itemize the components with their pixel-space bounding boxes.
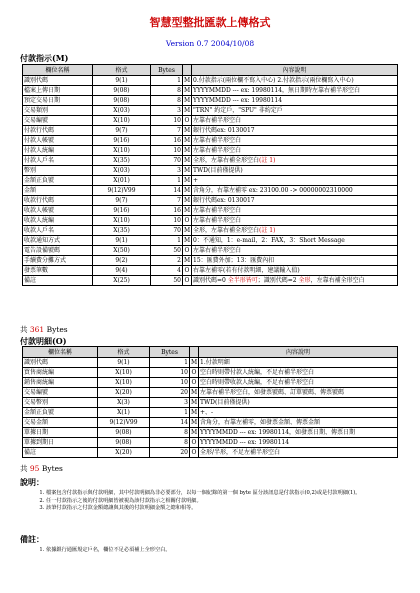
field-name-cell: 金額 xyxy=(23,186,93,196)
description-part: 全形 xyxy=(298,277,311,284)
field-name-cell: 收款通知方式 xyxy=(23,236,93,246)
remarks-item: 1. 依據銀行通匯規定戶名，欄位不足必須補上全形空白。 xyxy=(46,547,411,555)
table-row xyxy=(23,196,398,206)
format-cell: X(03) xyxy=(93,106,151,116)
description-text: 空白時則帶付款人統編，不足右補半形空白 xyxy=(200,369,315,376)
format-cell: X(20) xyxy=(98,448,150,458)
table-row xyxy=(23,378,398,388)
description-cell xyxy=(199,368,398,378)
field-name-cell: 幣別 xyxy=(23,166,93,176)
description-cell xyxy=(192,76,398,86)
flag-cell: M xyxy=(184,157,191,164)
description-text: "TRN" 約定戶，"SPU" 非約定戶 xyxy=(193,107,283,114)
format-cell: 9(12)V99 xyxy=(93,186,151,196)
description-cell xyxy=(199,418,398,428)
description-text: YYYYMMDD --- ex: 19980114 xyxy=(193,97,283,104)
field-name-cell: 備註 xyxy=(23,448,98,458)
flag-cell: M xyxy=(184,107,191,114)
description-text: +、- xyxy=(200,409,214,416)
format-cell: X(10) xyxy=(98,368,150,378)
description-text: TWD(目前僅提供) xyxy=(200,399,250,406)
format-cell: 9(08) xyxy=(93,96,151,106)
section1-total: 共 361 Bytes xyxy=(20,325,68,334)
header-field-name: 欄位名稱 xyxy=(23,65,93,76)
description-cell xyxy=(192,256,398,266)
format-cell: X(10) xyxy=(93,116,151,126)
table-row xyxy=(23,206,398,216)
table-row xyxy=(23,96,398,106)
bytes-cell: 10 xyxy=(151,116,183,126)
description-cell xyxy=(192,156,398,166)
description-cell xyxy=(192,126,398,136)
table-row xyxy=(23,116,398,126)
field-name-cell: 備註 xyxy=(23,276,93,286)
description-cell xyxy=(199,408,398,418)
table-row xyxy=(23,418,398,428)
description-cell xyxy=(199,358,398,368)
payment-instruction-table xyxy=(22,64,398,286)
table-row xyxy=(23,226,398,236)
flag-cell: O xyxy=(183,276,192,286)
flag-cell: M xyxy=(184,227,191,234)
flag-cell: M xyxy=(184,257,191,264)
field-name-cell: 單據到期日 xyxy=(23,438,98,448)
flag-cell: M xyxy=(184,147,191,154)
description-text: 左靠右補半形空白 xyxy=(193,137,242,144)
format-cell: X(10) xyxy=(93,216,151,226)
format-cell: X(10) xyxy=(93,146,151,156)
bytes-cell: 8 xyxy=(150,438,190,448)
flag-cell: O xyxy=(190,438,199,448)
description-text: 1.付款明細 xyxy=(200,359,230,366)
field-name-cell: 收款人帳號 xyxy=(23,206,93,216)
field-name-cell: 收款行代碼 xyxy=(23,196,93,206)
field-name-cell: 銷售商統編 xyxy=(23,378,98,388)
field-name-cell: 交易類別 xyxy=(23,106,93,116)
field-name-cell: 交易幣別 xyxy=(23,398,98,408)
description-text: 左靠右補半形空白 xyxy=(193,117,242,124)
table-row xyxy=(23,106,398,116)
description-text: 含角分，右靠左補零 ex: 23100.00 -> 00000002310000 xyxy=(193,187,353,194)
flag-cell: M xyxy=(191,359,198,366)
field-name-cell: 收款人統編 xyxy=(23,216,93,226)
field-name-cell: 發票筆數 xyxy=(23,266,93,276)
description-text: 0.付款指示(兩位欄不寫入中心) 2.付款指示(兩位欄寫入中心) xyxy=(193,77,354,84)
table-row xyxy=(23,176,398,186)
header-flag xyxy=(183,65,192,76)
format-cell: 9(08) xyxy=(98,428,150,438)
table-row xyxy=(23,388,398,398)
explanation-item: 1. 檔案包含付款指示與付款明細，其中付款明細為非必要部分，以每一個紀錄的第一個 byte 區分該訊息是付款指示(0,2)或是付款明細(1)。 xyxy=(46,490,411,498)
bytes-cell: 1 xyxy=(151,176,183,186)
description-cell xyxy=(192,236,398,246)
description-cell xyxy=(192,246,398,256)
description-text: 左靠右補半形空白 xyxy=(193,147,242,154)
field-name-cell: 付款人戶名 xyxy=(23,156,93,166)
description-text: 左靠右補半形空白 xyxy=(193,247,242,254)
field-name-cell: 手續費分攤方式 xyxy=(23,256,93,266)
format-cell: 9(16) xyxy=(93,206,151,216)
description-part: ；識別代碼=2 xyxy=(257,277,299,284)
flag-cell: M xyxy=(184,237,191,244)
field-name-cell: 檔案上傳日期 xyxy=(23,86,93,96)
format-cell: X(35) xyxy=(93,226,151,236)
description-text: 右靠左補零(若有付款明細，建議輸入值) xyxy=(193,267,300,274)
flag-cell: M xyxy=(191,399,198,406)
description-cell xyxy=(199,448,398,458)
field-name-cell: 付款行代碼 xyxy=(23,126,93,136)
remarks-list xyxy=(34,547,411,555)
flag-cell: M xyxy=(191,429,198,436)
section2-total: 共 95 Bytes xyxy=(20,464,63,473)
description-text: 左靠右補半形空白，如發票號碼、訂單號碼、傳票號碼 xyxy=(200,389,345,396)
description-cell xyxy=(192,276,398,286)
field-name-cell: 預定交易日期 xyxy=(23,96,93,106)
format-cell: X(1) xyxy=(98,408,150,418)
flag-cell: O xyxy=(183,266,192,276)
bytes-cell: 7 xyxy=(151,126,183,136)
table-row xyxy=(23,368,398,378)
description-cell xyxy=(192,86,398,96)
bytes-cell: 70 xyxy=(151,156,183,166)
table-row xyxy=(23,156,398,166)
description-cell xyxy=(199,388,398,398)
flag-cell: O xyxy=(183,116,192,126)
table-header-row xyxy=(23,65,398,76)
bytes-cell: 10 xyxy=(150,368,190,378)
flag-cell: M xyxy=(184,87,191,94)
table-row xyxy=(23,246,398,256)
table-row xyxy=(23,276,398,286)
payment-detail-table xyxy=(22,346,398,458)
format-cell: 9(08) xyxy=(93,86,151,96)
flag-cell: M xyxy=(191,409,198,416)
bytes-cell: 8 xyxy=(151,86,183,96)
format-cell: X(3) xyxy=(98,398,150,408)
description-cell xyxy=(192,116,398,126)
bytes-cell: 2 xyxy=(151,256,183,266)
bytes-cell: 3 xyxy=(151,166,183,176)
explanation-title: 說明： xyxy=(20,477,44,487)
description-text: + xyxy=(193,177,199,184)
description-note: (註 1) xyxy=(259,157,276,164)
format-cell: 9(1) xyxy=(98,358,150,368)
format-cell: X(20) xyxy=(98,388,150,398)
description-text: 空白時則帶收款人統編，不足右補半形空白 xyxy=(200,379,315,386)
version-line: Version 0.7 2004/10/08 xyxy=(165,39,255,48)
flag-cell: M xyxy=(184,207,191,214)
field-name-cell: 單據日期 xyxy=(23,428,98,438)
header-flag xyxy=(190,347,199,358)
flag-cell: O xyxy=(183,216,192,226)
description-cell xyxy=(192,166,398,176)
table-row xyxy=(23,136,398,146)
bytes-cell: 16 xyxy=(151,136,183,146)
flag-cell: O xyxy=(190,368,199,378)
format-cell: X(01) xyxy=(93,176,151,186)
bytes-cell: 16 xyxy=(151,206,183,216)
format-cell: X(03) xyxy=(93,166,151,176)
header-description: 內容說明 xyxy=(192,65,398,76)
explanation-list xyxy=(34,490,411,513)
description-part: ，左靠右補全形空白 xyxy=(310,277,365,284)
description-cell xyxy=(192,196,398,206)
header-format: 格式 xyxy=(98,347,150,358)
field-name-cell: 電告設備號碼 xyxy=(23,246,93,256)
table-row xyxy=(23,398,398,408)
format-cell: 9(2) xyxy=(93,256,151,266)
bytes-cell: 20 xyxy=(150,448,190,458)
field-name-cell: 金額正負號 xyxy=(23,176,93,186)
flag-cell: M xyxy=(184,177,191,184)
description-cell xyxy=(192,176,398,186)
description-cell xyxy=(199,398,398,408)
table-row xyxy=(23,408,398,418)
field-name-cell: 金額正負號 xyxy=(23,408,98,418)
description-cell xyxy=(192,266,398,276)
bytes-cell: 10 xyxy=(150,378,190,388)
table-row xyxy=(23,216,398,226)
flag-cell: M xyxy=(184,197,191,204)
description-text: 全形，左靠右補全形空白 xyxy=(193,157,260,164)
bytes-cell: 3 xyxy=(151,106,183,116)
field-name-cell: 買售商統編 xyxy=(23,368,98,378)
description-part: 識別代碼=0 xyxy=(193,277,228,284)
description-cell xyxy=(199,438,398,448)
header-bytes: Bytes xyxy=(150,347,190,358)
bytes-cell: 1 xyxy=(150,408,190,418)
table-row xyxy=(23,166,398,176)
table-row xyxy=(23,428,398,438)
bytes-cell: 14 xyxy=(150,418,190,428)
flag-cell: M xyxy=(191,389,198,396)
table-header-row xyxy=(23,347,398,358)
description-text: 銀行代碼ex: 0130017 xyxy=(193,127,255,134)
bytes-cell: 3 xyxy=(150,398,190,408)
bytes-cell: 1 xyxy=(151,76,183,86)
description-text: 0：不通知，1：e-mail，2：FAX，3：Short Message xyxy=(193,237,345,244)
table-row xyxy=(23,186,398,196)
header-bytes: Bytes xyxy=(151,65,183,76)
field-name-cell: 交易編號 xyxy=(23,388,98,398)
table-row xyxy=(23,236,398,246)
field-name-cell: 識別代碼 xyxy=(23,76,93,86)
table-row xyxy=(23,126,398,136)
section-title-payment-detail: 付款明細(O) xyxy=(20,336,67,346)
description-text: 左靠右補半形空白 xyxy=(193,217,242,224)
explanation-item: 2. 任一付款指示之後的付款明細皆被視為該付款指示之相關付款明細。 xyxy=(46,498,411,506)
field-name-cell: 付款人帳號 xyxy=(23,136,93,146)
description-text: 銀行代碼ex: 0130017 xyxy=(193,197,255,204)
field-name-cell: 交易金額 xyxy=(23,418,98,428)
table-row xyxy=(23,256,398,266)
description-text: 全形/半形，不足左補半形空白 xyxy=(200,449,281,456)
format-cell: 9(1) xyxy=(93,236,151,246)
flag-cell: M xyxy=(184,127,191,134)
format-cell: 9(4) xyxy=(93,266,151,276)
description-cell xyxy=(192,136,398,146)
flag-cell: M xyxy=(184,77,191,84)
format-cell: 9(16) xyxy=(93,136,151,146)
bytes-cell: 20 xyxy=(150,388,190,398)
description-text: TWD(目前僅提供) xyxy=(193,167,243,174)
description-cell xyxy=(192,226,398,236)
bytes-cell: 10 xyxy=(151,146,183,156)
description-cell xyxy=(192,106,398,116)
table-row xyxy=(23,76,398,86)
bytes-cell: 1 xyxy=(151,236,183,246)
description-cell xyxy=(192,206,398,216)
bytes-cell: 8 xyxy=(150,428,190,438)
document-title: 智慧型整批匯款上傳格式 xyxy=(149,16,271,29)
bytes-cell: 70 xyxy=(151,226,183,236)
description-text: 全形，左靠右補全形空白 xyxy=(193,227,260,234)
bytes-cell: 1 xyxy=(150,358,190,368)
description-cell xyxy=(192,186,398,196)
description-cell xyxy=(199,428,398,438)
bytes-cell: 10 xyxy=(151,216,183,226)
field-name-cell: 收款人戶名 xyxy=(23,226,93,236)
header-description: 內容說明 xyxy=(199,347,398,358)
description-cell xyxy=(199,378,398,388)
table-row xyxy=(23,86,398,96)
bytes-cell: 7 xyxy=(151,196,183,206)
remarks-title: 備註： xyxy=(20,534,44,544)
table-row xyxy=(23,448,398,458)
table-row xyxy=(23,266,398,276)
format-cell: 9(12)V99 xyxy=(98,418,150,428)
flag-cell: M xyxy=(191,419,198,426)
description-cell xyxy=(192,146,398,156)
description-text: 左靠右補半形空白 xyxy=(193,207,242,214)
description-cell xyxy=(192,96,398,106)
format-cell: 9(7) xyxy=(93,126,151,136)
explanation-item: 3. 該筆付款指示之付款金額總讓與其後的付款明細金額之總和相等。 xyxy=(46,505,411,513)
format-cell: X(10) xyxy=(98,378,150,388)
field-name-cell: 付款人統編 xyxy=(23,146,93,156)
field-name-cell: 識別代碼 xyxy=(23,358,98,368)
header-field-name: 欄位名稱 xyxy=(23,347,98,358)
description-text: YYYYMMDD --- ex: 19980114，無日期時左靠右補半形空白 xyxy=(193,87,361,94)
format-cell: 9(08) xyxy=(98,438,150,448)
header-format: 格式 xyxy=(93,65,151,76)
flag-cell: O xyxy=(190,448,199,458)
bytes-cell: 50 xyxy=(151,276,183,286)
description-text: 15：匯費外加；13：匯費內扣 xyxy=(193,257,275,264)
table-row xyxy=(23,146,398,156)
flag-cell: M xyxy=(184,187,191,194)
flag-cell: O xyxy=(190,378,199,388)
section-title-payment-instruction: 付款指示(M) xyxy=(20,53,69,63)
flag-cell: M xyxy=(184,97,191,104)
bytes-cell: 4 xyxy=(151,266,183,276)
bytes-cell: 14 xyxy=(151,186,183,196)
flag-cell: M xyxy=(184,167,191,174)
format-cell: X(50) xyxy=(93,246,151,256)
bytes-cell: 50 xyxy=(151,246,183,256)
description-part: 全半形皆可 xyxy=(227,277,258,284)
description-text: YYYYMMDD --- ex: 19980114 xyxy=(200,439,290,446)
format-cell: 9(1) xyxy=(93,76,151,86)
description-note: (註 1) xyxy=(259,227,276,234)
description-text: 含角分，右靠左補零，如發票金額、傳票金額 xyxy=(200,419,321,426)
field-name-cell: 交易編號 xyxy=(23,116,93,126)
bytes-cell: 8 xyxy=(151,96,183,106)
description-cell xyxy=(192,216,398,226)
format-cell: X(35) xyxy=(93,156,151,166)
table-row xyxy=(23,358,398,368)
format-cell: X(25) xyxy=(93,276,151,286)
flag-cell: M xyxy=(184,137,191,144)
format-cell: 9(7) xyxy=(93,196,151,206)
description-text: YYYYMMDD --- ex: 19980114，如發票日期、傳票日期 xyxy=(200,429,356,436)
flag-cell: O xyxy=(183,246,192,256)
table-row xyxy=(23,438,398,448)
